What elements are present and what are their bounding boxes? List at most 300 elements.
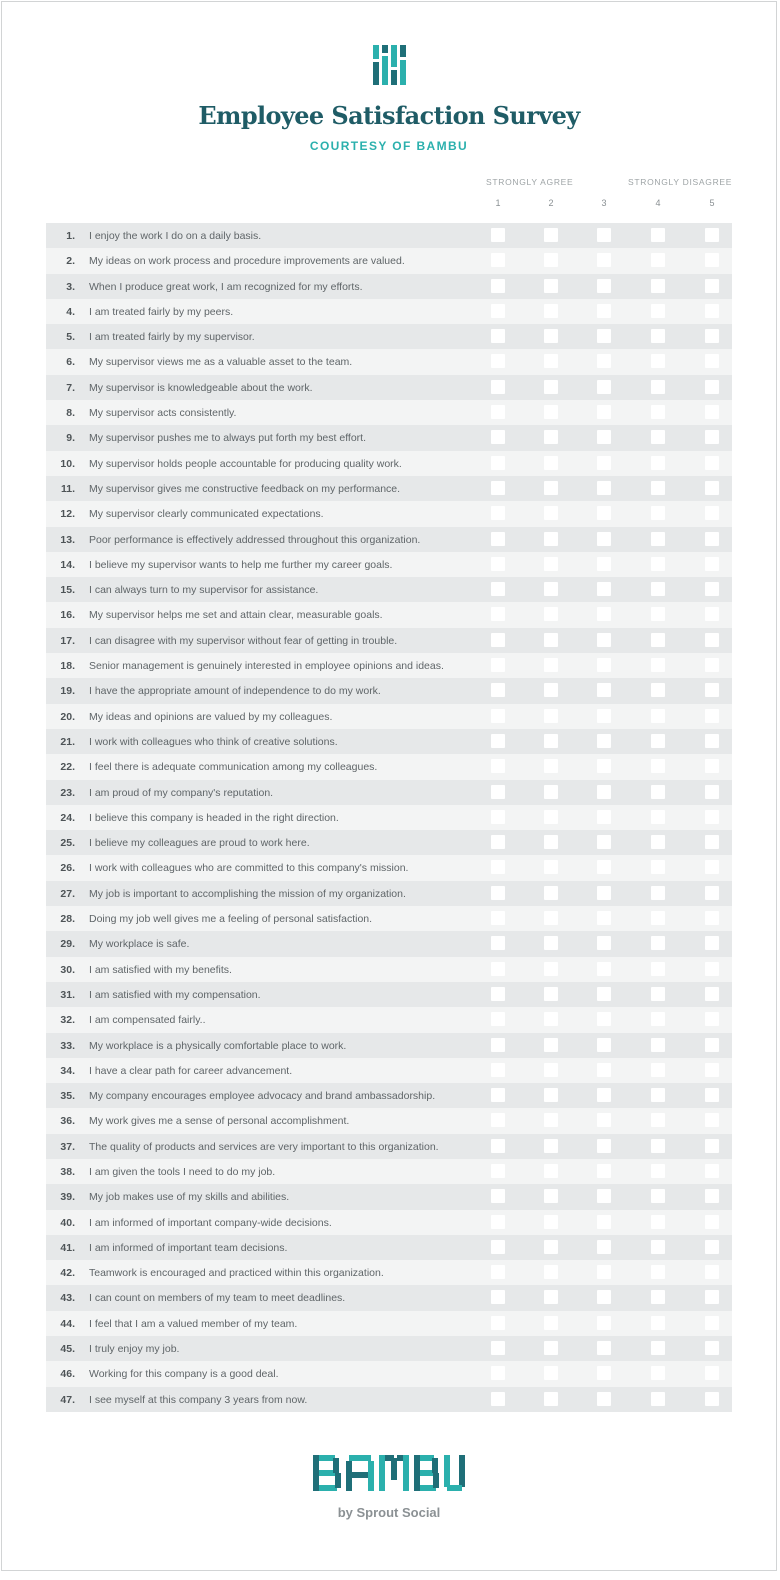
rating-checkbox-5[interactable]: [705, 1215, 719, 1229]
rating-checkbox-3[interactable]: [597, 405, 611, 419]
rating-checkbox-3[interactable]: [597, 1392, 611, 1406]
rating-checkbox-4[interactable]: [651, 835, 665, 849]
rating-checkbox-4[interactable]: [651, 1316, 665, 1330]
rating-checkbox-2[interactable]: [544, 936, 558, 950]
rating-checkbox-2[interactable]: [544, 658, 558, 672]
rating-checkbox-3[interactable]: [597, 1366, 611, 1380]
rating-checkbox-3[interactable]: [597, 886, 611, 900]
rating-checkbox-4[interactable]: [651, 253, 665, 267]
survey-row: [46, 957, 732, 982]
rating-checkbox-1[interactable]: [491, 380, 505, 394]
question-text: My supervisor holds people accountable for producing quality work.: [89, 457, 402, 470]
rating-checkbox-1[interactable]: [491, 1139, 505, 1153]
rating-checkbox-1[interactable]: [491, 633, 505, 647]
rating-checkbox-3[interactable]: [597, 911, 611, 925]
rating-checkbox-1[interactable]: [491, 1290, 505, 1304]
rating-checkbox-2[interactable]: [544, 734, 558, 748]
rating-checkbox-4[interactable]: [651, 1290, 665, 1304]
question-text: Poor performance is effectively addressed throughout this organization.: [89, 533, 421, 546]
rating-checkbox-2[interactable]: [544, 228, 558, 242]
rating-checkbox-1[interactable]: [491, 279, 505, 293]
rating-checkbox-2[interactable]: [544, 810, 558, 824]
rating-checkbox-3[interactable]: [597, 1012, 611, 1026]
rating-checkbox-4[interactable]: [651, 886, 665, 900]
rating-checkbox-4[interactable]: [651, 557, 665, 571]
rating-checkbox-2[interactable]: [544, 860, 558, 874]
rating-checkbox-5[interactable]: [705, 962, 719, 976]
rating-checkbox-4[interactable]: [651, 987, 665, 1001]
rating-checkbox-1[interactable]: [491, 860, 505, 874]
rating-checkbox-2[interactable]: [544, 1366, 558, 1380]
question-text: My supervisor pushes me to always put forth my best effort.: [89, 432, 367, 445]
rating-checkbox-1[interactable]: [491, 506, 505, 520]
question-number: 20.: [60, 710, 75, 723]
rating-checkbox-1[interactable]: [491, 709, 505, 723]
rating-checkbox-5[interactable]: [705, 405, 719, 419]
rating-checkbox-1[interactable]: [491, 1341, 505, 1355]
rating-checkbox-3[interactable]: [597, 279, 611, 293]
rating-checkbox-1[interactable]: [491, 785, 505, 799]
rating-checkbox-4[interactable]: [651, 1088, 665, 1102]
rating-checkbox-1[interactable]: [491, 936, 505, 950]
rating-checkbox-2[interactable]: [544, 1290, 558, 1304]
page-subtitle: COURTESY OF BAMBU: [309, 139, 469, 153]
question-number: 7.: [66, 381, 75, 394]
rating-checkbox-4[interactable]: [651, 658, 665, 672]
survey-row: [46, 1007, 732, 1032]
rating-checkbox-1[interactable]: [491, 582, 505, 596]
survey-row: [46, 1387, 732, 1412]
rating-checkbox-1[interactable]: [491, 987, 505, 1001]
rating-checkbox-2[interactable]: [544, 1063, 558, 1077]
rating-checkbox-3[interactable]: [597, 709, 611, 723]
rating-checkbox-5[interactable]: [705, 582, 719, 596]
rating-checkbox-1[interactable]: [491, 683, 505, 697]
rating-checkbox-3[interactable]: [597, 354, 611, 368]
rating-checkbox-5[interactable]: [705, 380, 719, 394]
question-number: 12.: [60, 508, 75, 521]
rating-checkbox-5[interactable]: [705, 709, 719, 723]
rating-checkbox-4[interactable]: [651, 481, 665, 495]
rating-checkbox-2[interactable]: [544, 1265, 558, 1279]
rating-checkbox-4[interactable]: [651, 1265, 665, 1279]
survey-row: [46, 299, 732, 324]
rating-checkbox-3[interactable]: [597, 380, 611, 394]
rating-checkbox-3[interactable]: [597, 253, 611, 267]
rating-checkbox-2[interactable]: [544, 354, 558, 368]
rating-checkbox-3[interactable]: [597, 759, 611, 773]
rating-checkbox-1[interactable]: [491, 886, 505, 900]
bambu-wordmark-icon: [313, 1455, 465, 1491]
scale-left-label: STRONGLY AGREE: [486, 177, 574, 187]
rating-checkbox-5[interactable]: [705, 304, 719, 318]
rating-checkbox-1[interactable]: [491, 1063, 505, 1077]
rating-checkbox-4[interactable]: [651, 1189, 665, 1203]
rating-checkbox-3[interactable]: [597, 481, 611, 495]
rating-checkbox-2[interactable]: [544, 1139, 558, 1153]
rating-checkbox-5[interactable]: [705, 329, 719, 343]
question-number: 5.: [66, 331, 75, 344]
rating-checkbox-2[interactable]: [544, 506, 558, 520]
rating-checkbox-1[interactable]: [491, 1038, 505, 1052]
rating-checkbox-3[interactable]: [597, 785, 611, 799]
rating-checkbox-1[interactable]: [491, 304, 505, 318]
rating-checkbox-3[interactable]: [597, 1341, 611, 1355]
rating-checkbox-3[interactable]: [597, 962, 611, 976]
rating-checkbox-1[interactable]: [491, 1215, 505, 1229]
rating-checkbox-5[interactable]: [705, 911, 719, 925]
rating-checkbox-4[interactable]: [651, 1366, 665, 1380]
rating-checkbox-5[interactable]: [705, 633, 719, 647]
rating-checkbox-1[interactable]: [491, 1240, 505, 1254]
rating-checkbox-3[interactable]: [597, 1088, 611, 1102]
rating-checkbox-2[interactable]: [544, 1240, 558, 1254]
question-text: I have the appropriate amount of independence to do my work.: [89, 685, 381, 698]
rating-checkbox-2[interactable]: [544, 709, 558, 723]
rating-checkbox-2[interactable]: [544, 759, 558, 773]
rating-checkbox-5[interactable]: [705, 1341, 719, 1355]
rating-checkbox-5[interactable]: [705, 354, 719, 368]
rating-checkbox-3[interactable]: [597, 506, 611, 520]
rating-checkbox-1[interactable]: [491, 481, 505, 495]
rating-checkbox-4[interactable]: [651, 607, 665, 621]
rating-checkbox-1[interactable]: [491, 734, 505, 748]
question-text: My supervisor gives me constructive feedback on my performance.: [89, 482, 401, 495]
rating-checkbox-5[interactable]: [705, 481, 719, 495]
survey-row: [46, 830, 732, 855]
rating-checkbox-2[interactable]: [544, 1189, 558, 1203]
rating-checkbox-1[interactable]: [491, 1189, 505, 1203]
rating-checkbox-4[interactable]: [651, 532, 665, 546]
survey-row: [46, 628, 732, 653]
rating-checkbox-4[interactable]: [651, 810, 665, 824]
rating-checkbox-2[interactable]: [544, 380, 558, 394]
rating-checkbox-1[interactable]: [491, 810, 505, 824]
rating-checkbox-3[interactable]: [597, 1316, 611, 1330]
rating-checkbox-4[interactable]: [651, 380, 665, 394]
rating-checkbox-3[interactable]: [597, 329, 611, 343]
survey-row: [46, 1033, 732, 1058]
rating-checkbox-3[interactable]: [597, 1164, 611, 1178]
scale-number-2: 2: [548, 198, 554, 208]
survey-row: [46, 729, 732, 754]
question-number: 26.: [60, 862, 75, 875]
rating-checkbox-4[interactable]: [651, 1038, 665, 1052]
rating-checkbox-5[interactable]: [705, 810, 719, 824]
rating-checkbox-5[interactable]: [705, 228, 719, 242]
rating-checkbox-3[interactable]: [597, 936, 611, 950]
rating-checkbox-3[interactable]: [597, 1240, 611, 1254]
survey-table: [46, 223, 732, 1412]
rating-checkbox-1[interactable]: [491, 228, 505, 242]
rating-checkbox-5[interactable]: [705, 658, 719, 672]
rating-checkbox-5[interactable]: [705, 1290, 719, 1304]
question-text: I work with colleagues who think of creative solutions.: [89, 735, 338, 748]
rating-checkbox-3[interactable]: [597, 835, 611, 849]
rating-checkbox-4[interactable]: [651, 936, 665, 950]
question-number: 37.: [60, 1140, 75, 1153]
survey-row: [46, 881, 732, 906]
survey-row: [46, 1184, 732, 1209]
rating-checkbox-3[interactable]: [597, 532, 611, 546]
rating-checkbox-5[interactable]: [705, 430, 719, 444]
rating-checkbox-1[interactable]: [491, 835, 505, 849]
rating-checkbox-1[interactable]: [491, 1012, 505, 1026]
rating-checkbox-4[interactable]: [651, 1139, 665, 1153]
question-text: I am informed of important team decisions.: [89, 1241, 288, 1254]
rating-checkbox-5[interactable]: [705, 557, 719, 571]
rating-checkbox-4[interactable]: [651, 279, 665, 293]
rating-checkbox-1[interactable]: [491, 962, 505, 976]
rating-checkbox-1[interactable]: [491, 1164, 505, 1178]
rating-checkbox-4[interactable]: [651, 1012, 665, 1026]
rating-checkbox-1[interactable]: [491, 1392, 505, 1406]
rating-checkbox-1[interactable]: [491, 405, 505, 419]
rating-checkbox-4[interactable]: [651, 1113, 665, 1127]
rating-checkbox-5[interactable]: [705, 683, 719, 697]
rating-checkbox-2[interactable]: [544, 607, 558, 621]
question-number: 23.: [60, 786, 75, 799]
rating-checkbox-5[interactable]: [705, 835, 719, 849]
question-number: 35.: [60, 1090, 75, 1103]
rating-checkbox-5[interactable]: [705, 759, 719, 773]
rating-checkbox-3[interactable]: [597, 1265, 611, 1279]
survey-row: [46, 1058, 732, 1083]
rating-checkbox-3[interactable]: [597, 1290, 611, 1304]
question-text: I feel there is adequate communication among my colleagues.: [89, 761, 378, 774]
rating-checkbox-4[interactable]: [651, 709, 665, 723]
rating-checkbox-5[interactable]: [705, 886, 719, 900]
rating-checkbox-1[interactable]: [491, 759, 505, 773]
rating-checkbox-2[interactable]: [544, 1392, 558, 1406]
rating-checkbox-4[interactable]: [651, 911, 665, 925]
rating-checkbox-2[interactable]: [544, 430, 558, 444]
question-number: 42.: [60, 1267, 75, 1280]
rating-checkbox-1[interactable]: [491, 658, 505, 672]
rating-checkbox-4[interactable]: [651, 1063, 665, 1077]
rating-checkbox-1[interactable]: [491, 911, 505, 925]
rating-checkbox-4[interactable]: [651, 1240, 665, 1254]
rating-checkbox-4[interactable]: [651, 860, 665, 874]
rating-checkbox-5[interactable]: [705, 1063, 719, 1077]
rating-checkbox-3[interactable]: [597, 633, 611, 647]
rating-checkbox-3[interactable]: [597, 658, 611, 672]
rating-checkbox-1[interactable]: [491, 354, 505, 368]
rating-checkbox-2[interactable]: [544, 1316, 558, 1330]
rating-checkbox-2[interactable]: [544, 633, 558, 647]
rating-checkbox-3[interactable]: [597, 683, 611, 697]
rating-checkbox-1[interactable]: [491, 557, 505, 571]
rating-checkbox-4[interactable]: [651, 354, 665, 368]
rating-checkbox-2[interactable]: [544, 253, 558, 267]
rating-checkbox-5[interactable]: [705, 1240, 719, 1254]
rating-checkbox-4[interactable]: [651, 456, 665, 470]
question-text: My supervisor views me as a valuable asset to the team.: [89, 356, 353, 369]
rating-checkbox-5[interactable]: [705, 1366, 719, 1380]
rating-checkbox-5[interactable]: [705, 532, 719, 546]
rating-checkbox-4[interactable]: [651, 683, 665, 697]
rating-checkbox-4[interactable]: [651, 1215, 665, 1229]
question-text: I have a clear path for career advancement.: [89, 1064, 293, 1077]
rating-checkbox-4[interactable]: [651, 633, 665, 647]
rating-checkbox-1[interactable]: [491, 1316, 505, 1330]
question-text: My work gives me a sense of personal accomplishment.: [89, 1115, 350, 1128]
rating-checkbox-4[interactable]: [651, 506, 665, 520]
rating-checkbox-4[interactable]: [651, 759, 665, 773]
rating-checkbox-2[interactable]: [544, 1038, 558, 1052]
rating-checkbox-3[interactable]: [597, 607, 611, 621]
rating-checkbox-4[interactable]: [651, 785, 665, 799]
rating-checkbox-1[interactable]: [491, 1113, 505, 1127]
rating-checkbox-5[interactable]: [705, 1012, 719, 1026]
question-text: I believe my colleagues are proud to work here.: [89, 837, 310, 850]
survey-row: [46, 527, 732, 552]
question-number: 21.: [60, 735, 75, 748]
rating-checkbox-2[interactable]: [544, 1215, 558, 1229]
rating-checkbox-4[interactable]: [651, 304, 665, 318]
question-text: Senior management is genuinely interested in employee opinions and ideas.: [89, 660, 444, 673]
question-number: 41.: [60, 1241, 75, 1254]
rating-checkbox-3[interactable]: [597, 1063, 611, 1077]
rating-checkbox-2[interactable]: [544, 1341, 558, 1355]
page-title: Employee Satisfaction Survey: [198, 101, 580, 130]
survey-row: [46, 1108, 732, 1133]
rating-checkbox-2[interactable]: [544, 405, 558, 419]
rating-checkbox-3[interactable]: [597, 228, 611, 242]
question-text: I can disagree with my supervisor without fear of getting in trouble.: [89, 634, 398, 647]
question-number: 9.: [66, 432, 75, 445]
rating-checkbox-5[interactable]: [705, 1139, 719, 1153]
rating-checkbox-5[interactable]: [705, 253, 719, 267]
question-text: I am satisfied with my compensation.: [89, 988, 261, 1001]
rating-checkbox-2[interactable]: [544, 532, 558, 546]
rating-checkbox-2[interactable]: [544, 886, 558, 900]
rating-checkbox-1[interactable]: [491, 430, 505, 444]
question-number: 44.: [60, 1317, 75, 1330]
rating-checkbox-3[interactable]: [597, 810, 611, 824]
rating-checkbox-3[interactable]: [597, 1215, 611, 1229]
rating-checkbox-2[interactable]: [544, 987, 558, 1001]
rating-checkbox-3[interactable]: [597, 734, 611, 748]
rating-checkbox-5[interactable]: [705, 860, 719, 874]
rating-checkbox-2[interactable]: [544, 557, 558, 571]
question-text: I am given the tools I need to do my job.: [89, 1165, 276, 1178]
rating-checkbox-5[interactable]: [705, 1316, 719, 1330]
rating-checkbox-5[interactable]: [705, 987, 719, 1001]
rating-checkbox-3[interactable]: [597, 1139, 611, 1153]
rating-checkbox-3[interactable]: [597, 456, 611, 470]
rating-checkbox-2[interactable]: [544, 1164, 558, 1178]
rating-checkbox-1[interactable]: [491, 253, 505, 267]
question-text: I can count on members of my team to meet deadlines.: [89, 1292, 346, 1305]
rating-checkbox-1[interactable]: [491, 607, 505, 621]
bambu-logo: [2, 1455, 776, 1496]
rating-checkbox-1[interactable]: [491, 329, 505, 343]
survey-row: [46, 248, 732, 273]
rating-checkbox-3[interactable]: [597, 582, 611, 596]
question-text: My supervisor helps me set and attain clear, measurable goals.: [89, 609, 383, 622]
rating-checkbox-2[interactable]: [544, 582, 558, 596]
rating-checkbox-5[interactable]: [705, 936, 719, 950]
question-text: The quality of products and services are very important to this organization.: [89, 1140, 439, 1153]
rating-checkbox-3[interactable]: [597, 1113, 611, 1127]
rating-checkbox-4[interactable]: [651, 582, 665, 596]
survey-row: [46, 375, 732, 400]
rating-checkbox-5[interactable]: [705, 1113, 719, 1127]
rating-checkbox-2[interactable]: [544, 1012, 558, 1026]
question-number: 31.: [60, 988, 75, 1001]
rating-checkbox-4[interactable]: [651, 1164, 665, 1178]
rating-checkbox-1[interactable]: [491, 456, 505, 470]
rating-checkbox-5[interactable]: [705, 1392, 719, 1406]
question-text: I can always turn to my supervisor for assistance.: [89, 584, 319, 597]
rating-checkbox-4[interactable]: [651, 1341, 665, 1355]
rating-checkbox-2[interactable]: [544, 1113, 558, 1127]
question-number: 29.: [60, 938, 75, 951]
question-number: 15.: [60, 584, 75, 597]
rating-checkbox-5[interactable]: [705, 506, 719, 520]
rating-checkbox-5[interactable]: [705, 785, 719, 799]
rating-checkbox-3[interactable]: [597, 430, 611, 444]
rating-checkbox-2[interactable]: [544, 456, 558, 470]
rating-checkbox-4[interactable]: [651, 1392, 665, 1406]
rating-checkbox-2[interactable]: [544, 279, 558, 293]
rating-checkbox-1[interactable]: [491, 1366, 505, 1380]
rating-checkbox-4[interactable]: [651, 228, 665, 242]
rating-checkbox-5[interactable]: [705, 1189, 719, 1203]
rating-checkbox-2[interactable]: [544, 1088, 558, 1102]
rating-checkbox-3[interactable]: [597, 304, 611, 318]
rating-checkbox-4[interactable]: [651, 962, 665, 976]
rating-checkbox-4[interactable]: [651, 405, 665, 419]
rating-checkbox-3[interactable]: [597, 557, 611, 571]
rating-checkbox-5[interactable]: [705, 1038, 719, 1052]
rating-checkbox-2[interactable]: [544, 683, 558, 697]
rating-checkbox-5[interactable]: [705, 1088, 719, 1102]
rating-checkbox-1[interactable]: [491, 1265, 505, 1279]
rating-checkbox-1[interactable]: [491, 532, 505, 546]
rating-checkbox-2[interactable]: [544, 481, 558, 495]
rating-checkbox-5[interactable]: [705, 734, 719, 748]
rating-checkbox-2[interactable]: [544, 962, 558, 976]
rating-checkbox-5[interactable]: [705, 279, 719, 293]
rating-checkbox-4[interactable]: [651, 329, 665, 343]
rating-checkbox-2[interactable]: [544, 304, 558, 318]
rating-checkbox-4[interactable]: [651, 430, 665, 444]
rating-checkbox-2[interactable]: [544, 785, 558, 799]
rating-checkbox-2[interactable]: [544, 329, 558, 343]
rating-checkbox-5[interactable]: [705, 456, 719, 470]
rating-checkbox-2[interactable]: [544, 911, 558, 925]
question-number: 43.: [60, 1292, 75, 1305]
survey-row: [46, 324, 732, 349]
rating-checkbox-5[interactable]: [705, 1265, 719, 1279]
survey-row: [46, 501, 732, 526]
rating-checkbox-5[interactable]: [705, 607, 719, 621]
rating-checkbox-3[interactable]: [597, 1038, 611, 1052]
rating-checkbox-3[interactable]: [597, 1189, 611, 1203]
rating-checkbox-5[interactable]: [705, 1164, 719, 1178]
question-number: 11.: [60, 482, 75, 495]
rating-checkbox-3[interactable]: [597, 860, 611, 874]
survey-row: [46, 982, 732, 1007]
rating-checkbox-1[interactable]: [491, 1088, 505, 1102]
survey-row: [46, 602, 732, 627]
rating-checkbox-2[interactable]: [544, 835, 558, 849]
rating-checkbox-3[interactable]: [597, 987, 611, 1001]
scale-number-1: 1: [495, 198, 501, 208]
rating-checkbox-4[interactable]: [651, 734, 665, 748]
